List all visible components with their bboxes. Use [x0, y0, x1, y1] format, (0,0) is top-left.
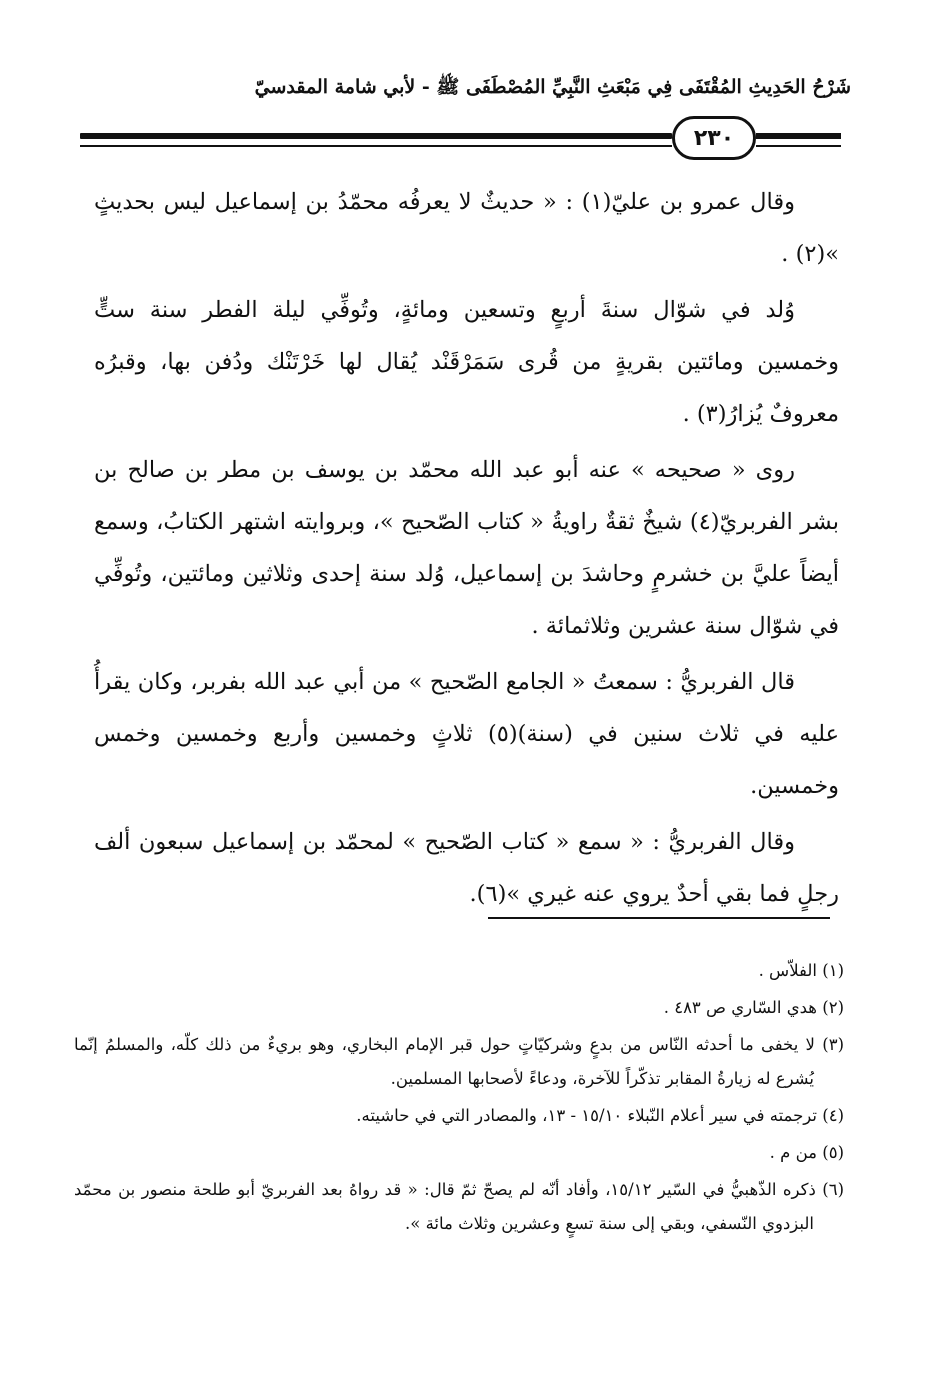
- header-rule-left-thick: [80, 133, 672, 139]
- running-header: شَرْحُ الحَدِيثِ المُقْتَفَى فِي مَبْعَثِ النَّبِيِّ المُصْطَفَى ﷺ - لأبي شامة المقدسيّ: [254, 76, 851, 98]
- footnote: (٢) هدي السّاري ص ٤٨٣ .: [663, 998, 844, 1017]
- paragraph: روى « صحيحه » عنه أبو عبد الله محمّد بن يوسف بن مطر بن صالح بن بشر الفربريّ(٤) شيخٌ ثقةٌ راويةُ « كتاب الصّحيح »، وبروايته اشتهر الكتابُ، وسمع أيضاً عليَّ بن خشرمٍ وحاشدَ بن إسماعيل، وُلد سنة إحدى وثلاثين ومائتين، وتُوفِّي في شوّال سنة عشرين وثلاثمائة .: [94, 457, 839, 639]
- footnote: (٣) لا يخفى ما أحدثه النّاس من بدعٍ وشركيّاتٍ حول قبر الإمام البخاري، وهو بريءٌ من ذلك كلّه، والمسلمُ إنّما يُشرع له زيارةُ المقابر تذكّراً للآخرة، ودعاءً لأصحابها المسلمين.: [74, 1035, 844, 1088]
- paragraph: وقال عمرو بن عليّ(١) : « حديثٌ لا يعرفُه محمّدُ بن إسماعيل ليس بحديثٍ »(٢) .: [94, 189, 839, 267]
- footnotes: [74, 954, 844, 1244]
- footnote: (١) الفلاّس .: [758, 961, 844, 980]
- footnote-separator: [488, 917, 830, 919]
- header-rule-left-thin: [80, 145, 672, 147]
- paragraph: وُلد في شوّال سنةَ أربعٍ وتسعين ومائةٍ، وتُوفِّي ليلة الفطر سنة ستٍّ وخمسين ومائتين بقريةٍ من قُرى سَمَرْقَنْد يُقال لها خَرْتَنْك ودُفن بها، وقبرُه معروفٌ يُزارُ(٣) .: [94, 297, 839, 427]
- header-rule-right-thick: [756, 133, 841, 139]
- paragraph: وقال الفربريُّ : « سمع « كتاب الصّحيح » لمحمّد بن إسماعيل سبعون ألف رجلٍ فما بقي أحدٌ يروي عنه غيري »(٦).: [94, 829, 839, 907]
- footnote: (٦) ذكره الذّهبيُّ في السّير ١٥/١٢، وأفاد أنّه لم يصحّ ثمّ قال: « قد رواهُ بعد الفربريّ أبو طلحة منصور بن محمّد البزدوي النّسفي، وبقي إلى سنة تسعٍ وعشرين وثلاث مائة ».: [74, 1180, 844, 1233]
- main-text: [94, 176, 839, 924]
- page-number: ٢٣٠: [672, 116, 756, 160]
- footnote: (٤) ترجمته في سير أعلام النّبلاء ١٥/١٠ - ١٣، والمصادر التي في حاشيته.: [356, 1106, 844, 1125]
- paragraph: قال الفربريُّ : سمعتُ « الجامع الصّحيح » من أبي عبد الله بفربر، وكان يقرأُ عليه في ثلاث سنين في (سنة)(٥) ثلاثٍ وخمسين وأربع وخمسين وخمس وخمسين.: [94, 669, 839, 799]
- header-rule-right-thin: [756, 145, 841, 147]
- footnote: (٥) من م .: [769, 1143, 844, 1162]
